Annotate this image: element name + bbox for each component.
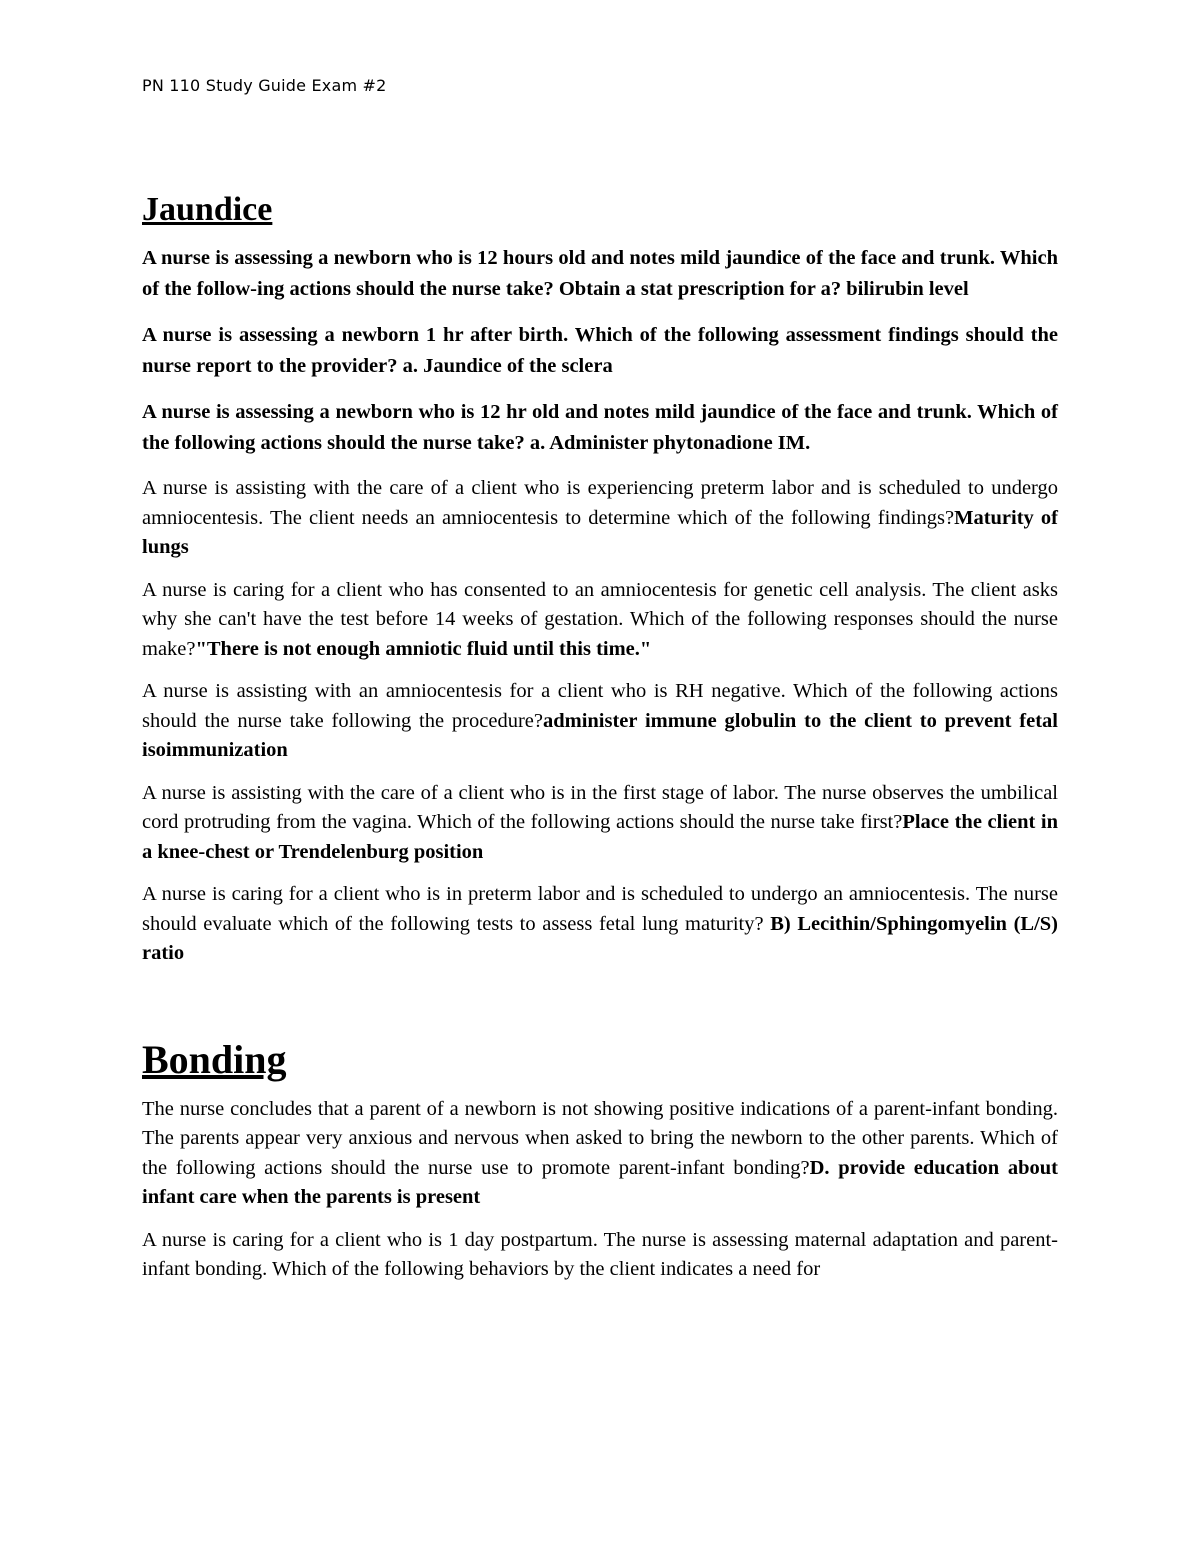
- question-answer: a. Jaundice of the sclera: [402, 355, 613, 378]
- question-text: A nurse is caring for a client who is in preterm labor and is scheduled to undergo an amniocentesis. The nurse should evaluate which of the following tests to assess fetal lung maturity?: [142, 883, 1058, 935]
- question-answer: Maturity of lungs: [142, 506, 1058, 559]
- question-answer: D. provide education about infant care when the parents is present: [142, 1156, 1058, 1209]
- section-heading-jaundice: Jaundice: [142, 191, 273, 228]
- question-text: A nurse is assisting with the care of a client who is experiencing preterm labor and is scheduled to undergo amniocentesis. The client needs an amniocentesis to determine which of the following findings?: [142, 477, 1058, 529]
- question-item: [142, 397, 1058, 459]
- question-text: A nurse is assessing a newborn who is 12 hours old and notes mild jaundice of the face and trunk. Which of the follow-ing actions should the nurse take? Obtain a stat prescription for a?: [142, 247, 1058, 301]
- question-text: A nurse is assessing a newborn who is 12 hr old and notes mild jaundice of the face and trunk. Which of the following actions should the nurse take?: [142, 401, 1058, 455]
- page-header: PN 110 Study Guide Exam #2: [142, 76, 387, 95]
- question-item: [142, 576, 1058, 665]
- question-item: [142, 474, 1058, 563]
- question-answer: administer immune globulin to the client to prevent fetal isoimmunization: [142, 709, 1059, 762]
- question-text: A nurse is caring for a client who has consented to an amniocentesis for genetic cell analysis. The client asks why she can't have the test before 14 weeks of gestation. Which of the following responses should the nurse make?: [142, 578, 1058, 660]
- question-item: [142, 880, 1058, 969]
- question-item: [142, 677, 1058, 766]
- section-heading-bonding: Bonding: [142, 1036, 287, 1082]
- question-item: [142, 320, 1058, 382]
- question-answer: Place the client in a knee-chest or Trendelenburg position: [142, 811, 1058, 863]
- question-item: [142, 779, 1058, 868]
- question-item: [142, 1095, 1058, 1213]
- question-text: A nurse is caring for a client who is 1 day postpartum. The nurse is assessing maternal adaptation and parent-infant bonding. Which of the following behaviors by the client indicates a need for: [142, 1228, 1058, 1281]
- question-answer: bilirubin level: [846, 278, 969, 301]
- question-answer: B) Lecithin/Sphingomyelin (L/S) ratio: [142, 912, 1058, 965]
- question-answer: a. Administer phytonadione IM.: [529, 432, 811, 455]
- document-body: [142, 190, 1058, 1298]
- question-text: A nurse is assisting with the care of a client who is in the first stage of labor. The nurse observes the umbilical cord protruding from the vagina. Which of the following actions should the nurse take first?: [142, 781, 1058, 834]
- question-item: [142, 243, 1058, 305]
- question-text: A nurse is assisting with an amniocentesis for a client who is RH negative. Which of the following actions should the nurse take following the procedure?: [142, 680, 1058, 732]
- question-item: [142, 1226, 1058, 1285]
- question-text: The nurse concludes that a parent of a newborn is not showing positive indications of a parent-infant bonding. The parents appear very anxious and nervous when asked to bring the newborn to the other parents. Which of the following actions should the nurse use to promote parent-infant bonding?: [142, 1097, 1058, 1179]
- question-answer: "There is not enough amniotic fluid until this time.": [195, 637, 652, 660]
- question-text: A nurse is assessing a newborn 1 hr after birth. Which of the following assessment findings should the nurse report to the provider?: [142, 324, 1058, 378]
